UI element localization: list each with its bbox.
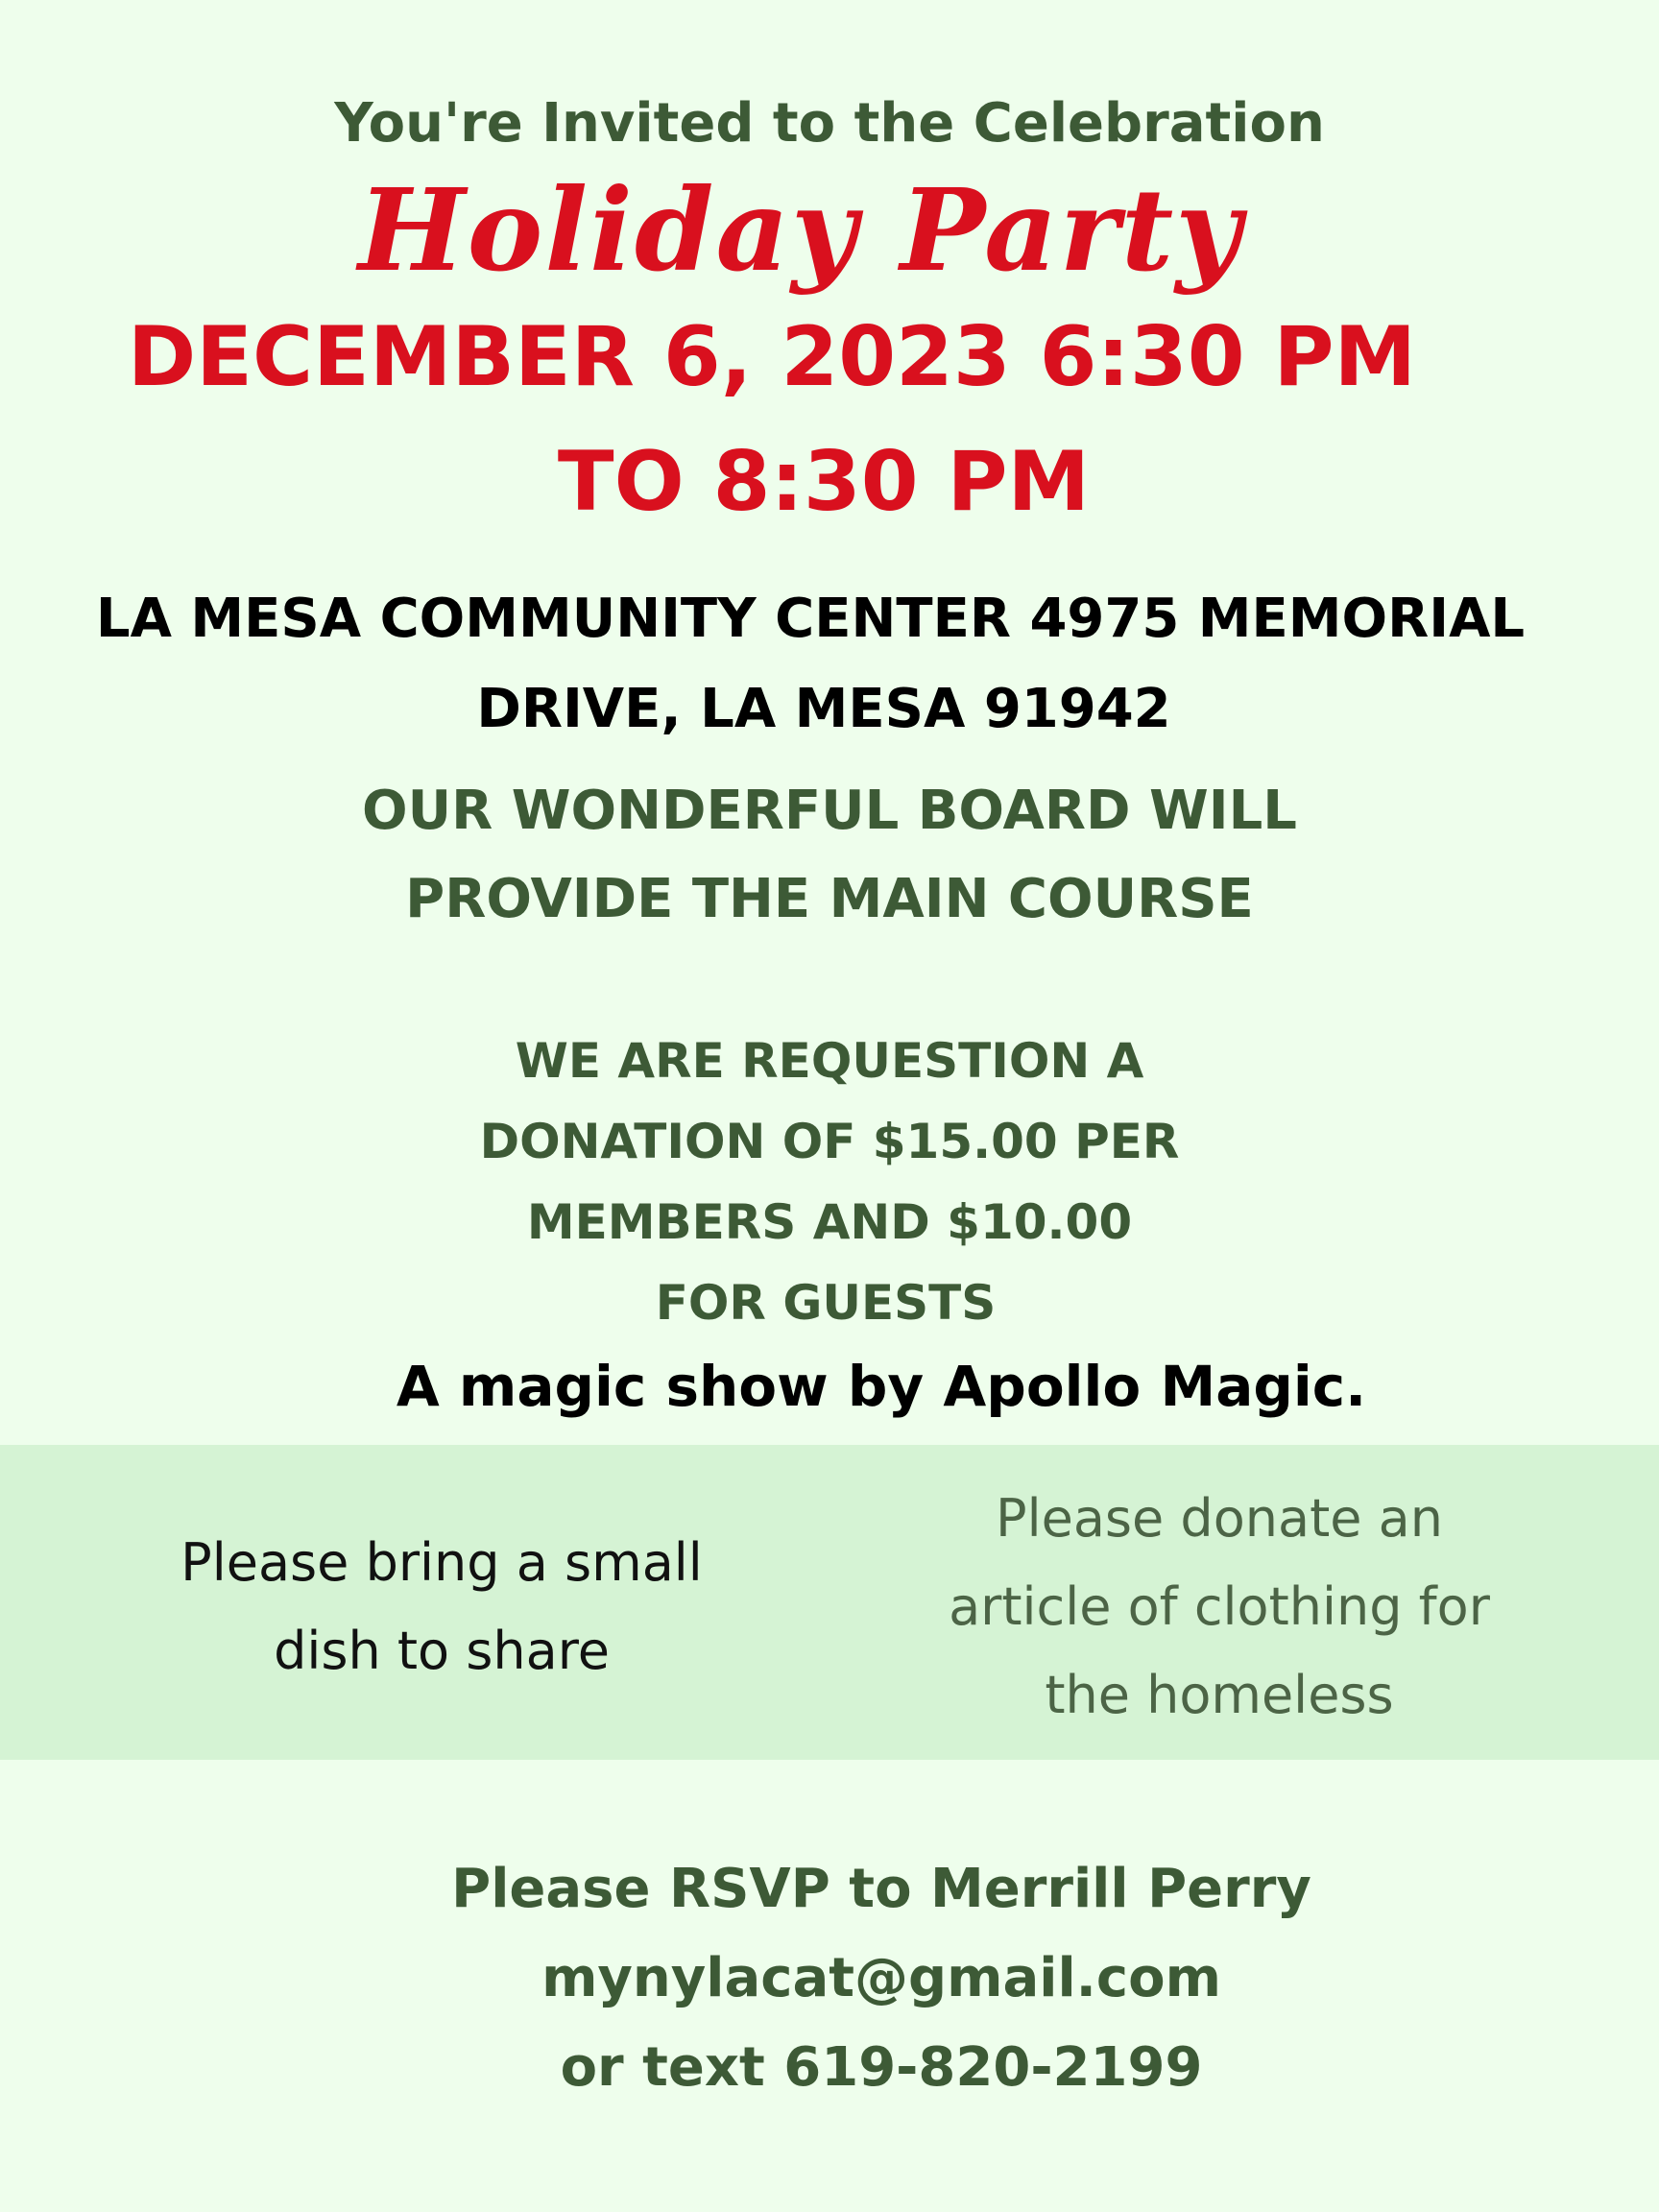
rsvp-line: Please RSVP to Merrill Perry <box>451 1858 1311 1920</box>
clothing-donation-note <box>893 1475 1546 1740</box>
rsvp-phone: or text 619-820-2199 <box>560 2036 1203 2099</box>
event-date: DECEMBER 6, 2023 6:30 PM <box>127 309 1417 405</box>
donation-line: WE ARE REQUESTION A <box>515 1033 1144 1089</box>
donation-line: DONATION OF $15.00 PER <box>479 1114 1180 1169</box>
magic-show-note: A magic show by Apollo Magic. <box>396 1354 1367 1419</box>
donation-line: MEMBERS AND $10.00 <box>526 1194 1133 1250</box>
invite-heading: You're Invited to the Celebration <box>334 92 1325 155</box>
board-note-line-2: PROVIDE THE MAIN COURSE <box>405 868 1254 930</box>
donation-line: FOR GUESTS <box>655 1275 997 1331</box>
clothing-donation-line: article of clothing for <box>949 1576 1490 1637</box>
board-note-line-1: OUR WONDERFUL BOARD WILL <box>362 780 1297 842</box>
event-end-time: TO 8:30 PM <box>557 434 1091 530</box>
bring-dish-line: dish to share <box>274 1621 610 1681</box>
event-title: Holiday Party <box>358 163 1243 297</box>
clothing-donation-line: Please donate an <box>996 1488 1443 1549</box>
venue-address-line-2: DRIVE, LA MESA 91942 <box>476 678 1171 740</box>
clothing-donation-line: the homeless <box>1045 1665 1394 1725</box>
bring-dish-note <box>134 1519 749 1695</box>
rsvp-email: mynylacat@gmail.com <box>541 1947 1221 2009</box>
bring-dish-line: Please bring a small <box>180 1532 703 1593</box>
venue-address-line-1: LA MESA COMMUNITY CENTER 4975 MEMORIAL <box>95 588 1526 650</box>
